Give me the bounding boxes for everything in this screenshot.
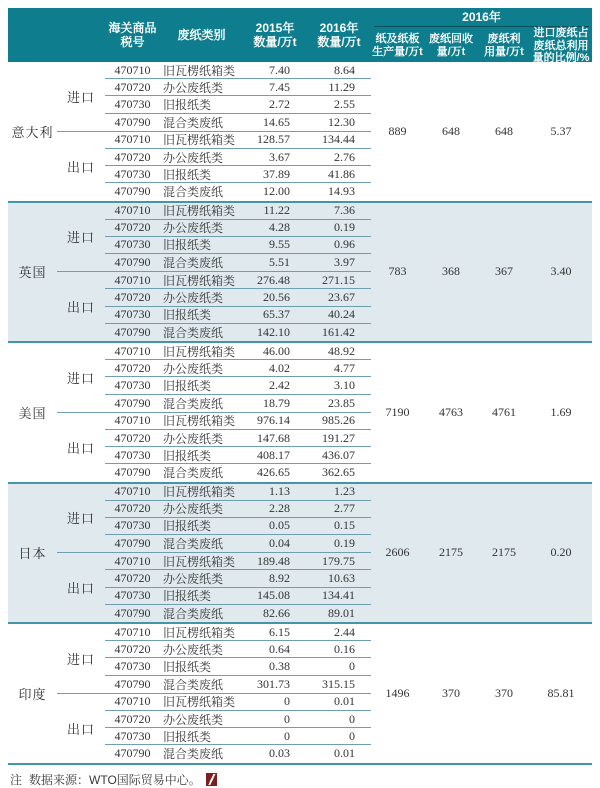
qty-2016-cell: 2.55 [334,96,355,111]
qty-2016-cell: 0.01 [334,694,355,709]
category-cell: 旧瓦楞纸箱类 [163,695,236,710]
category-cell: 办公废纸类 [163,572,224,587]
category-cell: 混合类废纸 [163,677,224,692]
qty-2015-cell: 4.02 [269,360,290,375]
header-customs-code [105,8,160,62]
table-row [105,518,371,535]
qty-2015-cell: 426.65 [257,465,290,480]
table-row [105,728,371,745]
table-row [105,324,371,341]
tax-code-cell: 470730 [114,307,151,322]
qty-2015-cell: 0 [284,728,290,743]
table-row [105,307,371,324]
category-cell: 办公废纸类 [163,502,224,517]
tax-code-cell: 470730 [114,447,151,462]
category-cell: 办公废纸类 [163,642,224,657]
table-row [105,658,371,675]
table-row [105,447,371,464]
direction-label: 进口 [66,230,95,246]
category-cell: 办公废纸类 [163,291,224,306]
qty-2016-cell: 0 [349,658,355,673]
category-cell: 旧报纸类 [163,448,212,463]
export-group [57,413,371,482]
header-qty-2015-line2: 数量/万t [253,35,297,49]
trade-groups [57,203,371,342]
table-row [105,535,371,552]
category-cell: 混合类废纸 [163,396,224,411]
country-block [8,201,592,342]
category-cell: 混合类废纸 [163,466,224,481]
qty-2016-cell: 0.19 [334,536,355,551]
qty-2015-cell: 408.17 [257,447,290,462]
qty-2015-cell: 4.28 [269,220,290,235]
tax-code-cell: 470730 [114,728,151,743]
import-ratio-stat: 1.69 [550,404,572,419]
qty-2015-cell: 147.68 [257,430,290,445]
qty-2016-cell: 2.76 [334,149,355,164]
table-row [105,360,371,377]
header-category-line1: 废纸类别 [177,28,226,42]
header-spacer [8,8,105,62]
import-ratio-stat: 5.37 [550,123,572,138]
tax-code-cell: 470790 [114,676,151,691]
qty-2016-cell: 4.77 [334,360,355,375]
qty-2015-cell: 2.28 [269,501,290,516]
recovery-stat: 370 [442,685,460,700]
qty-2016-cell: 40.24 [328,307,355,322]
qty-2015-cell: 14.65 [263,114,290,129]
qty-2015-cell: 128.57 [257,132,290,147]
table-row [105,395,371,412]
import-group [57,484,371,554]
qty-2015-cell: 976.14 [257,413,290,428]
qty-2016-cell: 436.07 [322,447,355,462]
tax-code-cell: 470790 [114,746,151,761]
qty-2015-cell: 8.92 [269,571,290,586]
qty-2016-cell: 161.42 [322,324,355,339]
import-group [57,62,371,132]
country-label: 英国 [18,265,47,281]
header-category [160,8,243,62]
table-row [105,641,371,658]
header-customs-code-line2: 税号 [120,35,145,49]
recovery-stat: 2175 [439,545,463,560]
recovery-stat: 368 [442,264,460,279]
qty-2016-cell: 985.26 [322,413,355,428]
tax-code-cell: 470730 [114,237,151,252]
utilization-stat: 4761 [492,404,516,419]
tax-code-cell: 470790 [114,114,151,129]
import-group [57,343,371,413]
qty-2016-cell: 0.15 [334,518,355,533]
table-row [105,464,371,481]
table-row [105,132,371,149]
table-row [105,62,371,79]
header-paper-production: 纸及纸板 生产量/万t [372,33,423,58]
qty-2015-cell: 0.38 [269,658,290,673]
direction-label: 进口 [66,511,95,527]
tax-code-cell: 470790 [114,465,151,480]
table-row [105,570,371,587]
trade-groups [57,62,371,201]
qty-2015-cell: 0.04 [269,536,290,551]
rows [105,624,371,693]
table-row [105,254,371,271]
qty-2016-cell: 315.15 [322,676,355,691]
qty-2016-cell: 10.63 [328,571,355,586]
table-row [105,220,371,237]
table-row [105,588,371,605]
qty-2015-cell: 301.73 [257,676,290,691]
production-stat: 7190 [385,404,410,419]
header-qty-2015-line1: 2015年 [255,21,295,35]
qty-2015-cell: 20.56 [263,290,290,305]
category-cell: 旧报纸类 [163,378,212,393]
category-cell: 旧瓦楞纸箱类 [163,204,236,219]
category-cell: 办公废纸类 [163,150,224,165]
header-qty-2015 [243,8,307,62]
header-qty-2016-line2: 数量/万t [317,35,361,49]
tax-code-cell: 470730 [114,588,151,603]
production-stat: 889 [388,123,407,138]
tax-code-cell: 470720 [114,79,151,94]
qty-2015-cell: 37.89 [263,166,290,181]
qty-2016-cell: 271.15 [322,272,355,287]
qty-2016-cell: 8.64 [334,62,355,77]
production-stat: 783 [388,264,407,279]
qty-2016-cell: 134.41 [322,588,355,603]
qty-2016-cell: 2.77 [334,501,355,516]
table-body [8,62,592,765]
category-cell: 旧瓦楞纸箱类 [163,414,236,429]
qty-2016-cell: 0.01 [334,746,355,761]
trade-groups [57,484,371,623]
end-of-article-icon [206,773,217,786]
qty-2015-cell: 142.10 [257,324,290,339]
category-cell: 办公废纸类 [163,80,224,95]
header-qty-2016 [307,8,371,62]
qty-2015-cell: 18.79 [263,395,290,410]
qty-2015-cell: 46.00 [263,343,290,358]
qty-2016-cell: 3.97 [334,255,355,270]
export-group [57,553,371,622]
category-cell: 混合类废纸 [163,256,224,271]
tax-code-cell: 470730 [114,377,151,392]
category-cell: 混合类废纸 [163,185,224,200]
footnote-label: 注 [10,772,23,787]
qty-2015-cell: 3.67 [269,149,290,164]
qty-2015-cell: 2.72 [269,96,290,111]
tax-code-cell: 470710 [114,272,151,287]
table-row [105,624,371,641]
tax-code-cell: 470710 [114,624,151,639]
qty-2016-cell: 23.85 [328,395,355,410]
table-row [105,430,371,447]
utilization-stat: 367 [495,264,513,279]
production-stat: 2606 [385,545,410,560]
country-label: 美国 [18,405,47,421]
qty-2015-cell: 189.48 [257,553,290,568]
rows [105,413,371,482]
rows [105,203,371,272]
tax-code-cell: 470730 [114,658,151,673]
category-cell: 旧报纸类 [163,308,212,323]
import-group [57,624,371,694]
table-row [105,149,371,166]
category-cell: 旧报纸类 [163,97,212,112]
recovery-stat: 648 [442,123,460,138]
header-import-ratio: 进口废纸占 废纸总利用 量的比例/% [532,27,590,64]
qty-2016-cell: 3.10 [334,377,355,392]
qty-2015-cell: 145.08 [257,588,290,603]
tax-code-cell: 470720 [114,290,151,305]
tax-code-cell: 470730 [114,166,151,181]
qty-2015-cell: 0 [284,711,290,726]
country-stats [371,624,592,763]
qty-2015-cell: 7.40 [269,62,290,77]
qty-2015-cell: 11.22 [263,203,290,218]
import-ratio-stat: 0.20 [550,545,572,560]
tax-code-cell: 470720 [114,641,151,656]
table-row [105,745,371,762]
recovery-stat: 4763 [439,404,463,419]
utilization-stat: 648 [495,123,513,138]
tax-code-cell: 470710 [114,553,151,568]
category-cell: 办公废纸类 [163,712,224,727]
qty-2015-cell: 5.51 [269,255,290,270]
table-row [105,501,371,518]
category-cell: 旧报纸类 [163,589,212,604]
qty-2015-cell: 12.00 [263,184,290,199]
country-stats [371,484,592,623]
qty-2016-cell: 1.23 [334,484,355,499]
table-row [105,79,371,96]
qty-2016-cell: 2.44 [334,624,355,639]
qty-2016-cell: 41.86 [328,166,355,181]
qty-2016-cell: 0.19 [334,220,355,235]
qty-2015-cell: 276.48 [257,272,290,287]
tax-code-cell: 470710 [114,132,151,147]
table-row [105,96,371,113]
direction-label: 出口 [66,721,95,737]
qty-2016-cell: 7.36 [334,203,355,218]
trade-groups [57,343,371,482]
qty-2015-cell: 0 [284,694,290,709]
country-stats [371,343,592,482]
rows [105,62,371,131]
qty-2016-cell: 0 [349,728,355,743]
trade-groups [57,624,371,763]
qty-2016-cell: 23.67 [328,290,355,305]
table-row [105,553,371,570]
table-row [105,676,371,693]
category-cell: 办公废纸类 [163,221,224,236]
tax-code-cell: 470720 [114,149,151,164]
rows [105,553,371,622]
category-cell: 旧瓦楞纸箱类 [163,625,236,640]
export-group [57,272,371,341]
tax-code-cell: 470790 [114,536,151,551]
country-stats [371,62,592,201]
country-label: 日本 [18,546,47,562]
header-2016-span: 2016年 [374,8,589,27]
table-row [105,166,371,183]
qty-2015-cell: 82.66 [263,605,290,620]
table-row [105,413,371,430]
header-2016-group [371,8,592,62]
header-waste-recovery: 废纸回收 量/万t [429,33,473,58]
tax-code-cell: 470720 [114,571,151,586]
tax-code-cell: 470710 [114,62,151,77]
tax-code-cell: 470720 [114,360,151,375]
tax-code-cell: 470730 [114,518,151,533]
category-cell: 旧报纸类 [163,729,212,744]
import-ratio-stat: 85.81 [547,685,575,700]
table-row [105,694,371,711]
utilization-stat: 2175 [492,545,516,560]
rows [105,343,371,412]
direction-label: 进口 [66,651,95,667]
category-cell: 混合类废纸 [163,325,224,340]
direction-label: 进口 [66,370,95,386]
tax-code-cell: 470720 [114,501,151,516]
country-block [8,62,592,201]
category-cell: 混合类废纸 [163,747,224,762]
qty-2015-cell: 0.05 [269,518,290,533]
table-row [105,711,371,728]
table-row [105,343,371,360]
country-stats [371,203,592,342]
qty-2016-cell: 12.30 [328,114,355,129]
header-2016-subcolumns [371,27,592,65]
qty-2015-cell: 0.03 [269,746,290,761]
qty-2016-cell: 134.44 [322,132,355,147]
category-cell: 旧瓦楞纸箱类 [163,273,236,288]
category-cell: 混合类废纸 [163,606,224,621]
category-cell: 旧瓦楞纸箱类 [163,344,236,359]
category-cell: 旧报纸类 [163,167,212,182]
qty-2015-cell: 0.64 [269,641,290,656]
direction-label: 出口 [66,159,95,175]
table-row [105,203,371,220]
qty-2015-cell: 7.45 [269,79,290,94]
country-block [8,622,592,763]
tax-code-cell: 470790 [114,395,151,410]
tax-code-cell: 470790 [114,324,151,339]
qty-2016-cell: 362.65 [322,465,355,480]
table-row [105,289,371,306]
tax-code-cell: 470710 [114,694,151,709]
qty-2015-cell: 1.13 [269,484,290,499]
tax-code-cell: 470710 [114,343,151,358]
category-cell: 旧瓦楞纸箱类 [163,63,236,78]
qty-2015-cell: 65.37 [263,307,290,322]
rows [105,484,371,553]
rows [105,694,371,763]
country-block [8,341,592,482]
tax-code-cell: 470710 [114,413,151,428]
header-qty-2016-line1: 2016年 [319,21,359,35]
tax-code-cell: 470720 [114,220,151,235]
qty-2016-cell: 0 [349,711,355,726]
qty-2016-cell: 0.96 [334,237,355,252]
category-cell: 旧瓦楞纸箱类 [163,485,236,500]
rows [105,132,371,201]
category-cell: 旧瓦楞纸箱类 [163,133,236,148]
qty-2016-cell: 89.01 [328,605,355,620]
footnote-source-text: 数据来源：WTO国际贸易中心。 [29,772,201,787]
category-cell: 旧报纸类 [163,659,212,674]
category-cell: 混合类废纸 [163,115,224,130]
category-cell: 旧瓦楞纸箱类 [163,554,236,569]
footnote [8,765,592,788]
header-waste-utilization: 废纸利 用量/万t [484,33,524,58]
tax-code-cell: 470710 [114,484,151,499]
table-row [105,183,371,200]
table-row [105,484,371,501]
category-cell: 混合类废纸 [163,537,224,552]
direction-label: 出口 [66,440,95,456]
tax-code-cell: 470710 [114,203,151,218]
tax-code-cell: 470720 [114,711,151,726]
production-stat: 1496 [385,685,410,700]
qty-2016-cell: 191.27 [322,430,355,445]
export-group [57,694,371,763]
tax-code-cell: 470730 [114,96,151,111]
table-row [105,605,371,622]
qty-2016-cell: 179.75 [322,553,355,568]
direction-label: 出口 [66,581,95,597]
country-block [8,482,592,623]
qty-2015-cell: 6.15 [269,624,290,639]
table-row [105,114,371,131]
country-label: 意大利 [11,124,54,140]
table-row [105,272,371,289]
tax-code-cell: 470790 [114,184,151,199]
rows [105,272,371,341]
export-group [57,132,371,201]
tax-code-cell: 470720 [114,430,151,445]
direction-label: 进口 [66,89,95,105]
category-cell: 旧报纸类 [163,238,212,253]
qty-2016-cell: 48.92 [328,343,355,358]
category-cell: 办公废纸类 [163,431,224,446]
tax-code-cell: 470790 [114,605,151,620]
qty-2016-cell: 11.29 [328,79,355,94]
table-header [8,8,592,62]
qty-2016-cell: 14.93 [328,184,355,199]
qty-2015-cell: 2.42 [269,377,290,392]
table-row [105,377,371,394]
tax-code-cell: 470790 [114,255,151,270]
import-ratio-stat: 3.40 [550,264,572,279]
header-customs-code-line1: 海关商品 [108,21,157,35]
utilization-stat: 370 [495,685,513,700]
category-cell: 旧报纸类 [163,519,212,534]
category-cell: 办公废纸类 [163,361,224,376]
qty-2015-cell: 9.55 [269,237,290,252]
country-label: 印度 [18,686,47,702]
table-row [105,237,371,254]
import-group [57,203,371,273]
qty-2016-cell: 0.16 [334,641,355,656]
direction-label: 出口 [66,300,95,316]
